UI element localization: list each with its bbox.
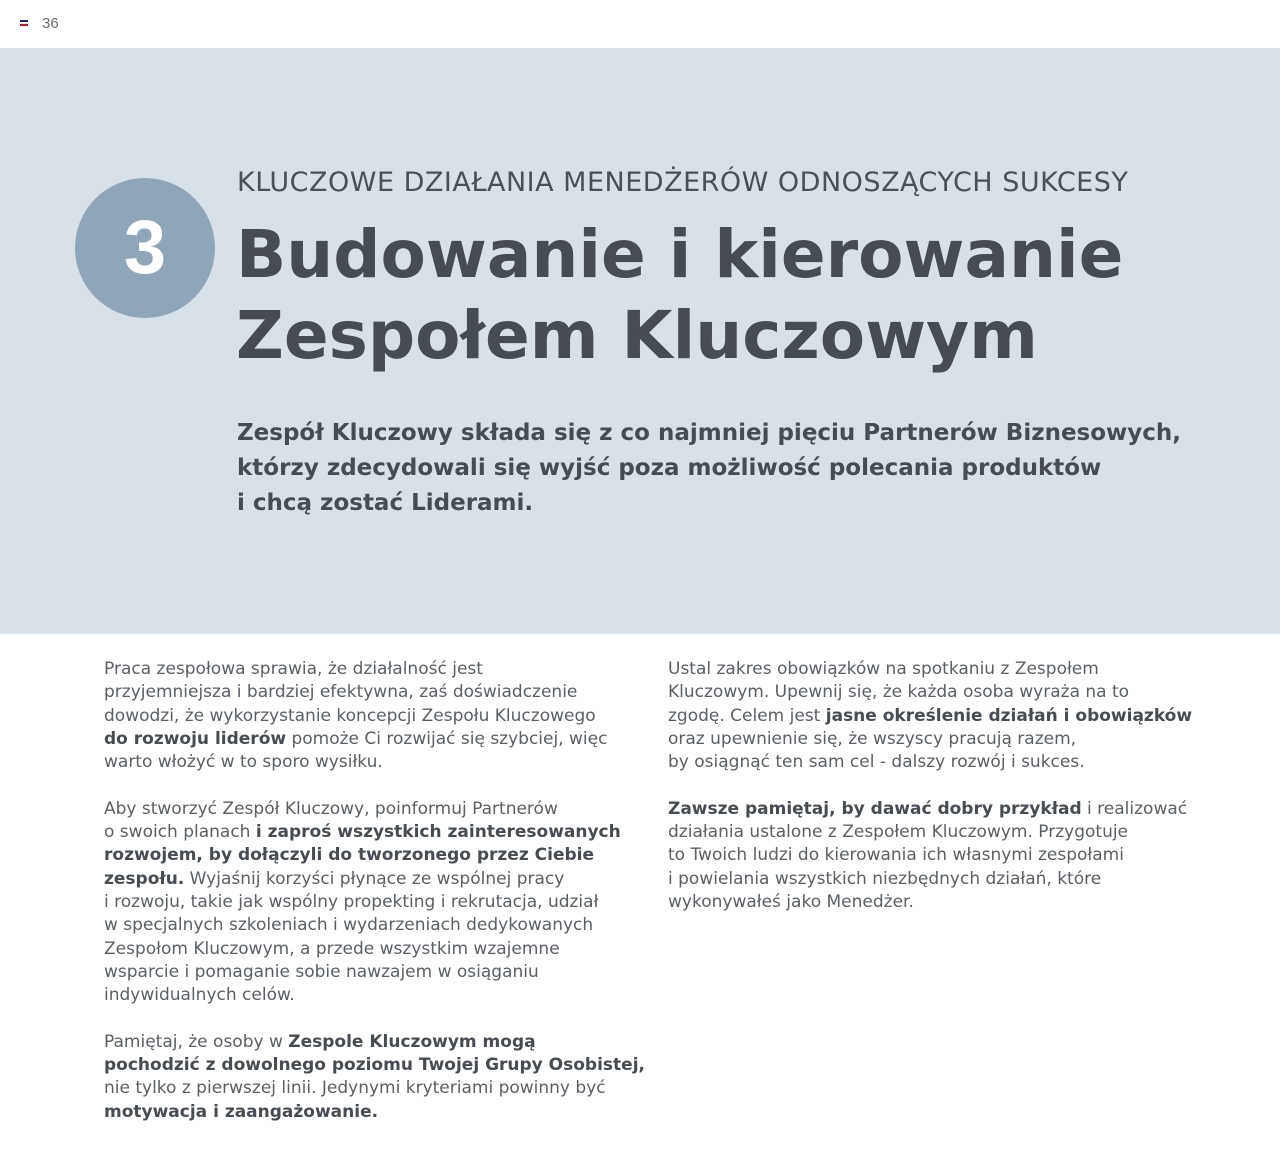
text-line: [104, 728, 624, 751]
flag-icon: [20, 20, 28, 26]
text-line: [104, 844, 624, 867]
page-header: [0, 0, 1280, 48]
text-line: wsparcie i pomaganie sobie nawzajem w osiąganiu: [104, 961, 539, 982]
bold-text: pochodzić z dowolnego poziomu Twojej Grupy Osobistej,: [104, 1055, 645, 1076]
page-title: [236, 214, 1236, 376]
text-line: [104, 868, 624, 891]
paragraph: [104, 658, 624, 774]
paragraph: [104, 1031, 645, 1124]
text-line: w specjalnych szkoleniach i wydarzeniach dedykowanych: [104, 915, 594, 936]
text-line: Ustal zakres obowiązków na spotkaniu z Zespołem: [668, 659, 1099, 679]
text-line: to Twoich ludzi do kierowania ich własnymi zespołami: [668, 845, 1124, 866]
paragraph: [104, 798, 624, 1008]
lead-paragraph: [237, 416, 1197, 521]
page-number: 36: [42, 15, 59, 32]
paragraph: [668, 658, 1193, 774]
text-line: [668, 705, 1193, 728]
text-line: Zespołom Kluczowym, a przede wszystkim wzajemne: [104, 938, 560, 959]
text-line: działania ustalone z Zespołem Kluczowym. Przygotuje: [668, 822, 1129, 843]
text-run: o swoich planach: [104, 822, 256, 843]
flag-stripe: [20, 24, 28, 26]
lead-line: Zespół Kluczowy składa się z co najmniej pięciu Partnerów Biznesowych,: [237, 420, 1182, 446]
right-column: [668, 658, 1193, 938]
text-line: by osiągnąć ten sam cel - dalszy rozwój i sukces.: [668, 752, 1085, 773]
text-line: nie tylko z pierwszej linii. Jedynymi kryteriami powinny być: [104, 1078, 606, 1099]
lead-line: i chcą zostać Liderami.: [237, 490, 534, 516]
left-column: [104, 658, 645, 1147]
bold-text: i zaproś wszystkich zainteresowanych: [255, 822, 621, 843]
text-line: indywidualnych celów.: [104, 985, 295, 1006]
bold-text: jasne określenie działań i obowiązków: [825, 705, 1193, 726]
bold-text: motywacja i zaangażowanie.: [104, 1101, 379, 1122]
text-run: i realizować: [1081, 798, 1188, 819]
title-line: Budowanie i kierowanie: [236, 216, 1124, 293]
text-run: Wyjaśnij korzyści płynące ze wspólnej pracy: [184, 868, 565, 889]
step-number-badge: [75, 178, 215, 318]
section-kicker: KLUCZOWE DZIAŁANIA MENEDŻERÓW ODNOSZĄCYCH SUKCESY: [237, 167, 1129, 198]
text-line: Praca zespołowa sprawia, że działalność jest: [104, 659, 483, 679]
bold-text: rozwojem, by dołączyli do tworzonego przez Ciebie: [104, 845, 594, 866]
text-line: przyjemniejsza i bardziej efektywna, zaś doświadczenie: [104, 682, 578, 703]
text-line: i rozwoju, takie jak wspólny propekting i rekrutacja, udział: [104, 891, 599, 912]
text-line: Aby stworzyć Zespół Kluczowy, poinformuj Partnerów: [104, 798, 558, 819]
lead-line: którzy zdecydowali się wyjść poza możliwość polecania produktów: [237, 455, 1102, 481]
bold-text: zespołu.: [104, 868, 185, 889]
step-number: 3: [123, 205, 167, 290]
text-run: zgodę. Celem jest: [668, 705, 826, 726]
text-run: pomoże Ci rozwijać się szybciej, więc: [286, 728, 608, 749]
text-line: [104, 821, 624, 844]
text-line: dowodzi, że wykorzystanie koncepcji Zespołu Kluczowego: [104, 705, 596, 726]
text-line: i powielania wszystkich niezbędnych działań, które: [668, 868, 1102, 889]
bold-text: Zespole Kluczowym mogą: [288, 1031, 536, 1052]
paragraph: [668, 798, 1188, 914]
bold-text: do rozwoju liderów: [104, 728, 287, 749]
text-line: [104, 1101, 624, 1124]
text-line: [104, 1054, 645, 1077]
bold-text: Zawsze pamiętaj, by dawać dobry przykład: [668, 798, 1082, 819]
text-line: oraz upewnienie się, że wszyscy pracują razem,: [668, 728, 1077, 749]
text-line: Kluczowym. Upewnij się, że każda osoba wyraża na to: [668, 682, 1130, 703]
text-line: [668, 798, 1188, 821]
hero-section: [0, 48, 1280, 634]
text-line: wykonywałeś jako Menedżer.: [668, 891, 914, 912]
text-run: Pamiętaj, że osoby w: [104, 1031, 289, 1052]
text-line: [104, 1031, 624, 1054]
text-line: warto włożyć w to sporo wysiłku.: [104, 752, 383, 773]
title-line: Zespołem Kluczowym: [236, 297, 1038, 374]
